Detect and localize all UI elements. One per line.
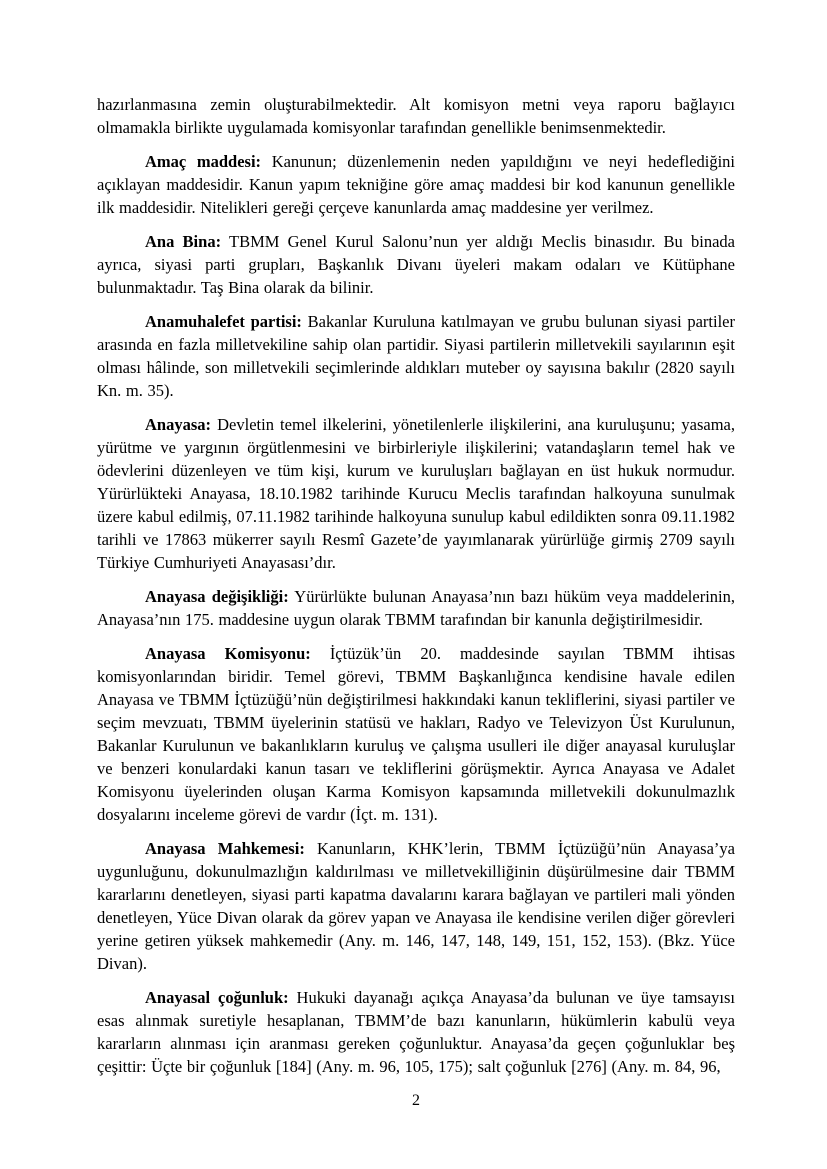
continuation-paragraph — [97, 93, 735, 139]
definition-text: İçtüzük’ün 20. maddesinde sayılan TBMM ihtisas komisyonlarından biridir. Temel görevi, TBMM Başkanlığınca kendisine havale edilen Anayasa ve TBMM İçtüzüğü’nün değiştirilmesi hakkındaki kanun tekliflerini, siyasi partiler ve seçim mevzuatı, TBMM üyelerinin statüsü ve hakları, Radyo ve Televizyon Üst Kurulunun, Bakanlar Kurulunun ve bakanlıkların kuruluş ve çalışma usulleri ile diğer anayasal kuruluşlar ve benzeri konulardaki kanun tasarı ve tekliflerini görüşmektir. Ayrıca Anayasa ve Adalet Komisyonu üyelerinden oluşan Karma Komisyon kapsamında milletvekili dokunulmazlık dosyalarını inceleme görevi de vardır (İçt. m. 131). — [97, 644, 735, 824]
definition-anayasa — [97, 413, 735, 574]
term-label: Anayasa Komisyonu: — [145, 644, 311, 663]
term-label: Anayasal çoğunluk: — [145, 988, 289, 1007]
definition-anayasa-mahkemesi — [97, 837, 735, 975]
definition-text: TBMM Genel Kurul Salonu’nun yer aldığı Meclis binasıdır. Bu binada ayrıca, siyasi parti grupları, Başkanlık Divanı üyeleri makam odaları ve Kütüphane bulunmaktadır. Taş Bina olarak da bilinir. — [97, 232, 735, 297]
term-label: Anayasa değişikliği: — [145, 587, 289, 606]
definition-text: Yürürlükte bulunan Anayasa’nın bazı hüküm veya maddelerinin, Anayasa’nın 175. maddesine uygun olarak TBMM tarafından bir kanunla değiştirilmesidir. — [97, 587, 736, 629]
definition-text: Bakanlar Kuruluna katılmayan ve grubu bulunan siyasi partiler arasında en fazla milletvekiline sahip olan partidir. Siyasi partilerin milletvekili sayılarının eşit olması hâlinde, son milletvekili seçimlerinde aldıkları muteber oy sayısına bakılır (2820 sayılı Kn. m. 35). — [97, 312, 735, 400]
definition-text: Hukuki dayanağı açıkça Anayasa’da bulunan ve üye tamsayısı esas alınmak suretiyle hesaplanan, TBMM’de bazı kanunların, hükümlerin kabulü veya kararların alınması için aranması gereken çoğunluktur. Anayasa’da geçen çoğunluklar beş çeşittir: Üçte bir çoğunluk [184] (Any. m. 96, 105, 175); salt çoğunluk [276] (Any. m. 84, 96, — [97, 988, 735, 1076]
term-label: Ana Bina: — [145, 232, 222, 251]
definition-anayasal-cogunluk — [97, 986, 735, 1078]
definition-anayasa-komisyonu — [97, 642, 735, 826]
definition-text: Kanunun; düzenlemenin neden yapıldığını ve neyi hedeflediğini açıklayan maddesidir. Kanun yapım tekniğine göre amaç maddesi bir kod kanunun genellikle ilk maddesidir. Nitelikleri gereği çerçeve kanunlarda amaç maddesine yer verilmez. — [97, 152, 736, 217]
term-label: Anayasa: — [145, 415, 212, 434]
page-number: 2 — [412, 1092, 420, 1109]
term-label: Anayasa Mahkemesi: — [145, 839, 305, 858]
term-label: Anamuhalefet partisi: — [145, 312, 302, 331]
definition-ana-bina — [97, 230, 735, 299]
definition-text: Kanunların, KHK’lerin, TBMM İçtüzüğü’nün Anayasa’ya uygunluğunu, dokunulmazlığın kaldırılması ve milletvekilliğinin düşürülmesine dair TBMM kararlarını denetleyen, siyasi parti kapatma davalarını karara bağlayan ve partileri mali yönden denetleyen, Yüce Divan olarak da görev yapan ve Anayasa ile kendisine verilen diğer görevleri yerine getiren yüksek mahkemedir (Any. m. 146, 147, 148, 149, 151, 152, 153). (Bkz. Yüce Divan). — [97, 839, 735, 973]
definition-amac-maddesi — [97, 150, 735, 219]
definition-anayasa-degisikligi — [97, 585, 735, 631]
definition-anamuhalefet-partisi — [97, 310, 735, 402]
definition-text: Devletin temel ilkelerini, yönetilenlerle ilişkilerini, ana kuruluşunu; yasama, yürütme ve yargının örgütlenmesini ve birbirleriyle ilişkilerini; vatandaşların temel hak ve ödevlerini düzenleyen ve tüm kişi, kurum ve kuruluşları bağlayan en üst hukuk normudur. Yürürlükteki Anayasa, 18.10.1982 tarihinde Kurucu Meclis tarafından halkoyuna sunulmak üzere kabul edilmiş, 07.11.1982 tarihinde halkoyuna sunulup kabul edildikten sonra 09.11.1982 tarihli ve 17863 mükerrer sayılı Resmî Gazete’de yayımlanarak yürürlüğe girmiş 2709 sayılı Türkiye Cumhuriyeti Anayasası’dır. — [97, 415, 735, 572]
term-label: Amaç maddesi: — [145, 152, 262, 171]
definition-text: hazırlanmasına zemin oluşturabilmektedir. Alt komisyon metni veya raporu bağlayıcı olmamakla birlikte uygulamada komisyonlar tarafından genellikle benimsenmektedir. — [97, 95, 735, 137]
